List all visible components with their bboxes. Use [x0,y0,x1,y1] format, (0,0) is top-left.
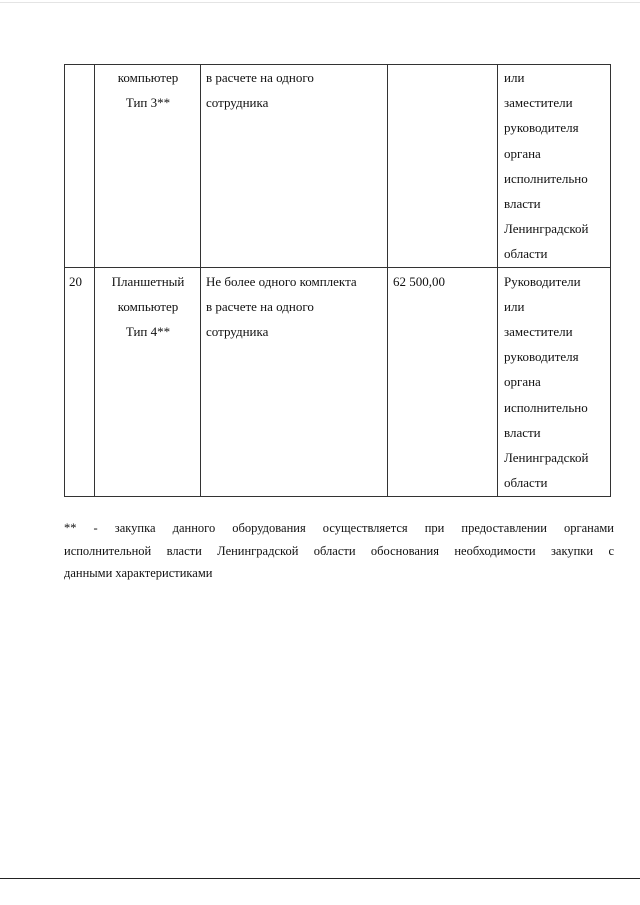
quantity-line: в расчете на одного [206,298,314,314]
device-name-cell [95,65,201,268]
row-number-cell [65,267,95,496]
page-top-edge [0,2,640,3]
position-line: Ленинградской [504,450,589,466]
position-line: Руководители [504,273,581,289]
position-line: власти [504,424,541,440]
position-line: исполнительно [504,399,588,415]
position-line: или [504,70,525,85]
row-number-cell [65,65,95,268]
device-name-line: Планшетный [111,273,185,289]
price-cell [388,65,498,268]
quantity-line: сотрудника [206,95,269,111]
price-cell [388,267,498,496]
price-value: 62 500,00 [393,273,445,289]
footnote-line: ** - закупка данного оборудования осуществляется при предоставлении органами [64,521,614,535]
quantity-line: в расчете на одного [206,70,314,85]
page-bottom-edge [0,878,640,879]
quantity-cell [201,267,388,496]
device-name-line: Тип 3** [125,95,171,111]
position-line: или [504,298,525,314]
row-number: 20 [69,273,82,289]
position-line: заместители [504,95,573,111]
position-cell [498,267,611,496]
footnote-line: данными характеристиками [64,566,213,581]
footnote [64,517,614,585]
footnote-line: исполнительной власти Ленинградской области обоснования необходимости закупки с [64,543,614,558]
position-line: органа [504,374,541,390]
position-cell [498,65,611,268]
position-line: власти [504,196,541,212]
position-line: области [504,246,548,262]
equipment-norms-table [64,64,611,497]
quantity-line: Не более одного комплекта [206,273,357,289]
position-line: заместители [504,324,573,340]
position-line: руководителя [504,120,579,136]
position-line: руководителя [504,349,579,365]
position-line: области [504,475,548,491]
quantity-cell [201,65,388,268]
position-line: Ленинградской [504,221,589,237]
device-name-line: Тип 4** [125,324,171,340]
device-name-cell [95,267,201,496]
table-row [65,65,611,268]
device-name-line: компьютер [117,298,179,314]
quantity-line: сотрудника [206,324,269,340]
position-line: исполнительно [504,170,588,186]
table-row [65,267,611,496]
device-name-line: компьютер [117,70,179,85]
position-line: органа [504,145,541,161]
